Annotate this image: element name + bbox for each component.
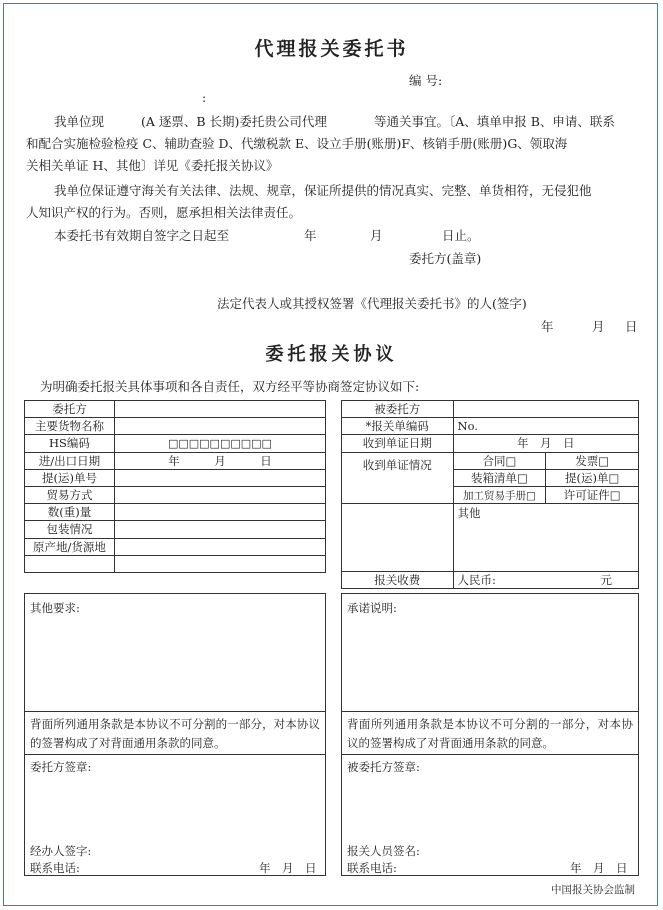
consignor-label: 委托方	[25, 401, 115, 418]
hs-code-label: HS编码	[25, 435, 115, 452]
table-row	[342, 418, 639, 435]
validity-prefix: 本委托书有效期自签字之日起至	[54, 228, 230, 243]
document-title: 代理报关委托书	[254, 38, 409, 60]
para1-line2: 和配合实施检验检疫 C、辅助查验 D、代缴税款 E、设立手册(账册)F、核销手册(账册)G、领取海	[26, 136, 568, 151]
date1-day: 日	[625, 319, 638, 334]
table-row	[25, 469, 326, 486]
date-right: 年 月 日	[570, 861, 628, 875]
left-lower-box	[24, 593, 326, 876]
footer-supervisor: 中国报关协会监制	[551, 884, 635, 896]
agent-label: 被委托方	[342, 401, 454, 418]
table-row	[25, 435, 326, 452]
agreement-title: 委托报关协议	[265, 344, 398, 365]
right-info-table	[341, 400, 639, 589]
table-row	[342, 572, 639, 589]
receipt-date-label: 收到单证日期	[342, 435, 454, 452]
table-row	[25, 401, 326, 418]
table-row	[342, 452, 639, 469]
para1-line3: 关相关单证 H、其他〕详见《委托报关协议》	[26, 158, 279, 173]
quantity-label: 数(重)量	[25, 504, 115, 521]
fee-field[interactable]	[453, 572, 638, 589]
quantity-field[interactable]	[114, 504, 325, 521]
declaration-no-field[interactable]: No.	[453, 418, 638, 435]
fee-label: 报关收费	[342, 572, 454, 589]
declaration-no-label: *报关单编码	[342, 418, 454, 435]
validity-month: 月	[370, 228, 383, 243]
divider	[342, 754, 638, 755]
processing-manual-checkbox[interactable]: 加工贸易手册□	[453, 486, 546, 503]
terms-note-right: 背面所列通用条款是本协议不可分割的一部分，对本协议的签署构成了对背面通用条款的同意。	[347, 717, 633, 750]
packing-list-checkbox[interactable]: 装箱清单□	[453, 469, 546, 486]
divider	[25, 711, 325, 712]
serial-number-label: 编 号:	[409, 73, 443, 88]
right-lower-box	[341, 593, 639, 876]
other-requirements-label: 其他要求:	[30, 601, 80, 615]
handler-signature-label: 经办人签字:	[30, 844, 92, 858]
commitment-note-label: 承诺说明:	[347, 601, 397, 615]
goods-name-field[interactable]	[114, 418, 325, 435]
table-row	[342, 401, 639, 418]
fee-unit: 元	[600, 573, 612, 588]
phone-label-right: 联系电话:	[347, 861, 397, 875]
divider	[25, 754, 325, 755]
para2-line1: 我单位保证遵守海关有关法律、法规、规章，保证所提供的情况真实、完整、单货相符，无侵犯他	[54, 183, 592, 198]
date1-year: 年	[541, 319, 554, 334]
table-row	[342, 435, 639, 452]
bill-of-lading-checkbox[interactable]: 提(运)单□	[546, 469, 639, 486]
validity-year: 年	[304, 228, 317, 243]
para1-text-a: 我单位现	[54, 114, 105, 129]
import-export-date-label: 进/出口日期	[25, 452, 115, 469]
table-row	[25, 486, 326, 503]
para2-line2: 人知识产权的行为。否则，愿承担相关法律责任。	[26, 205, 302, 220]
packing-field[interactable]	[114, 521, 325, 538]
contract-checkbox[interactable]: 合同□	[453, 452, 546, 469]
goods-name-label: 主要货物名称	[25, 418, 115, 435]
validity-day-suffix: 日止。	[442, 228, 480, 243]
bill-no-label: 提(运)单号	[25, 469, 115, 486]
trade-mode-field[interactable]	[114, 486, 325, 503]
agent-field[interactable]	[453, 401, 638, 418]
origin-field[interactable]	[114, 538, 325, 555]
table-row	[25, 521, 326, 538]
table-row	[25, 555, 326, 572]
bill-no-field[interactable]	[114, 469, 325, 486]
blank-label	[25, 555, 115, 572]
other-docs-field[interactable]: 其他	[453, 504, 638, 572]
consignor-field[interactable]	[114, 401, 325, 418]
receipt-date-field[interactable]: 年 月 日	[453, 435, 638, 452]
origin-label: 原产地/货源地	[25, 538, 115, 555]
fee-currency: 人民币:	[457, 573, 496, 588]
docs-received-label: 收到单证情况	[342, 452, 454, 504]
terms-note-left: 背面所列通用条款是本协议不可分割的一部分，对本协议的签署构成了对背面通用条款的同意。	[30, 717, 320, 750]
table-row	[25, 538, 326, 555]
agent-signature-label: 被委托方签章:	[347, 760, 420, 774]
form-page	[3, 3, 658, 906]
para1-text-b: (A 逐票、B 长期)委托贵公司代理	[141, 114, 327, 129]
table-row	[25, 504, 326, 521]
date1-month: 月	[592, 319, 605, 334]
trade-mode-label: 贸易方式	[25, 486, 115, 503]
agreement-intro: 为明确委托报关具体事项和各自责任，双方经平等协商签定协议如下:	[40, 379, 420, 394]
consignor-signature-label: 委托方签章:	[30, 760, 92, 774]
divider	[342, 711, 638, 712]
date-left: 年 月 日	[259, 861, 317, 875]
table-row	[25, 418, 326, 435]
docs-blank-cell	[342, 504, 454, 572]
table-row	[25, 452, 326, 469]
license-checkbox[interactable]: 许可证件□	[546, 486, 639, 503]
para1-text-c: 等通关事宜。〔A、填单申报 B、申请、联系	[374, 114, 615, 129]
broker-signature-label: 报关人员签名:	[347, 844, 420, 858]
invoice-checkbox[interactable]: 发票□	[546, 452, 639, 469]
left-info-table	[24, 400, 326, 573]
principal-seal: 委托方(盖章)	[409, 251, 482, 266]
legal-rep-signature: 法定代表人或其授权签署《代理报关委托书》的人(签字)	[217, 296, 527, 311]
colon-mark: :	[202, 90, 207, 105]
blank-field[interactable]	[114, 555, 325, 572]
table-row	[342, 504, 639, 572]
phone-label-left: 联系电话:	[30, 861, 80, 875]
import-export-date-field[interactable]: 年 月 日	[114, 452, 325, 469]
packing-label: 包装情况	[25, 521, 115, 538]
hs-code-boxes[interactable]: □□□□□□□□□□	[114, 435, 325, 452]
